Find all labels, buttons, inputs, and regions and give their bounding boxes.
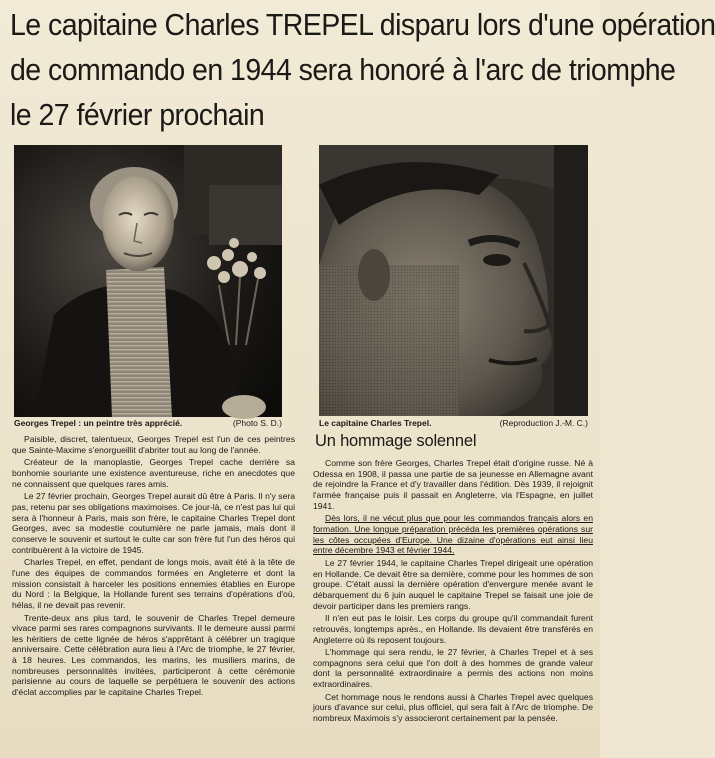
caption-right-credit: (Reproduction J.-M. C.) — [499, 418, 588, 428]
left-paragraph: Paisible, discret, talentueux, Georges Trepel est l'un de ces peintres que Sainte-Maxime s'enorgueillit d'abriter tout au long de l'année. — [12, 434, 295, 455]
photo-georges-trepel — [14, 145, 282, 417]
left-paragraph: Charles Trepel, en effet, pendant de longs mois, avait été à la tête de l'une des équipes de commandos formées en Angleterre et dont la mission consistait à harceler les positions ennemies établies en Europe du Nord : la Belgique, la Hollande furent ses terrains d'opérations d'où, hélas, il ne devait pas revenir. — [12, 557, 295, 610]
right-paragraph: Cet hommage nous le rendons aussi à Charles Trepel avec quelques jours d'avance sur celui, plus officiel, qui sera fait à l'Arc de triomphe. De nombreux Maximois s'y associeront certainement par la pensée. — [313, 691, 593, 724]
caption-right — [319, 418, 588, 429]
headline-line-2: de commando en 1944 sera honoré à l'arc de triomphe — [10, 52, 676, 87]
left-paragraph: Créateur de la manoplastie, Georges Trepel cache derrière sa bonhomie souriante une existence aventureuse, riche en anecdotes que ne connaissent que quelques rares amis. — [12, 457, 295, 489]
left-paragraph: Le 27 février prochain, Georges Trepel aurait dû être à Paris. Il n'y sera pas, retenu par ses obligations maximoises. Ce jour-là, ce n'est pas lui qui sera à l'honneur à Paris, mais son frère, le capitaine Charles Trepel dont Georges, avec sa modestie coutumière ne parle jamais, mais dont il conserve le souvenir et surtout le culte car son frère fut l'un des héros qui contribuèrent à la victoire de 1945. — [12, 491, 295, 555]
right-paragraph: L'hommage qui sera rendu, le 27 février, à Charles Trepel et à ses compagnons sera celui que l'on doit à des hommes de grande valeur dont la personnalité extraordinaire a permis des actions non moins extraordinaires. — [313, 647, 593, 690]
right-paragraph: Il n'en eut pas le loisir. Les corps du groupe qu'il commandait furent retrouvés, longtemps après., en Hollande. Ils devaient être transférés en Angleterre où ils reposent toujours. — [313, 613, 593, 645]
right-paragraph: Comme son frère Georges, Charles Trepel était d'origine russe. Né à Odessa en 1908, il passa une partie de sa jeunesse en Allemagne avant de rejoindre la France et d'y travailler dans l'édition. Dès 1939, il rejoignit l'armée française puis il passait en Angleterre, via l'Espagne, en juillet 1941. — [313, 458, 593, 511]
headline-line-3: le 27 février prochain — [10, 97, 265, 132]
subheading: Un hommage solennel — [315, 432, 477, 450]
article-right-column — [313, 458, 593, 726]
caption-left-text: Georges Trepel : un peintre très apprécié. — [14, 418, 183, 428]
caption-left-credit: (Photo S. D.) — [232, 418, 282, 428]
right-paragraph: Le 27 février 1944, le capitaine Charles Trepel dirigeait une opération en Hollande. Ce devait être sa dernière, comme pour les hommes de son groupe. C'était aussi la dernière opération d'envergure menée avant le débarquement du 6 juin auquel le capitaine Trepel se faisait une joie de devoir participer dans les premiers rangs. — [313, 557, 593, 611]
caption-left — [14, 418, 282, 429]
headline-line-1: Le capitaine Charles TREPEL disparu lors d'une opération — [10, 7, 715, 42]
article-left-column — [12, 434, 295, 700]
left-paragraph: Trente-deux ans plus tard, le souvenir de Charles Trepel demeure vivace parmi ses rares compagnons survivants. Il le demeure aussi parmi les héritiers de cette lignée de héros s'apprêtant à célébrer un tragique anniversaire. Cette célébration aura lieu à l'Arc de triomphe, le 27 février, à 18 heures. Les commandos, les marins, les musiliers marins, de nombreuses personnalités invitées, participeront à cette cérémonie parisienne au cours de laquelle se perpétuera le souvenir des actions d'éclat accomplies par le capitaine Charles Trepel. — [12, 612, 295, 698]
headline — [10, 2, 715, 137]
photo-charles-trepel — [319, 145, 588, 416]
right-paragraph: Dès lors, il ne vécut plus que pour les commandos français alors en formation. Une longue préparation précéda les premières opérations sur les côtes occupées d'Europe. Une dizaine d'opérations eut ainsi lieu entre décembre 1943 et février 1944. — [313, 513, 593, 556]
caption-right-text: Le capitaine Charles Trepel. — [319, 418, 432, 428]
